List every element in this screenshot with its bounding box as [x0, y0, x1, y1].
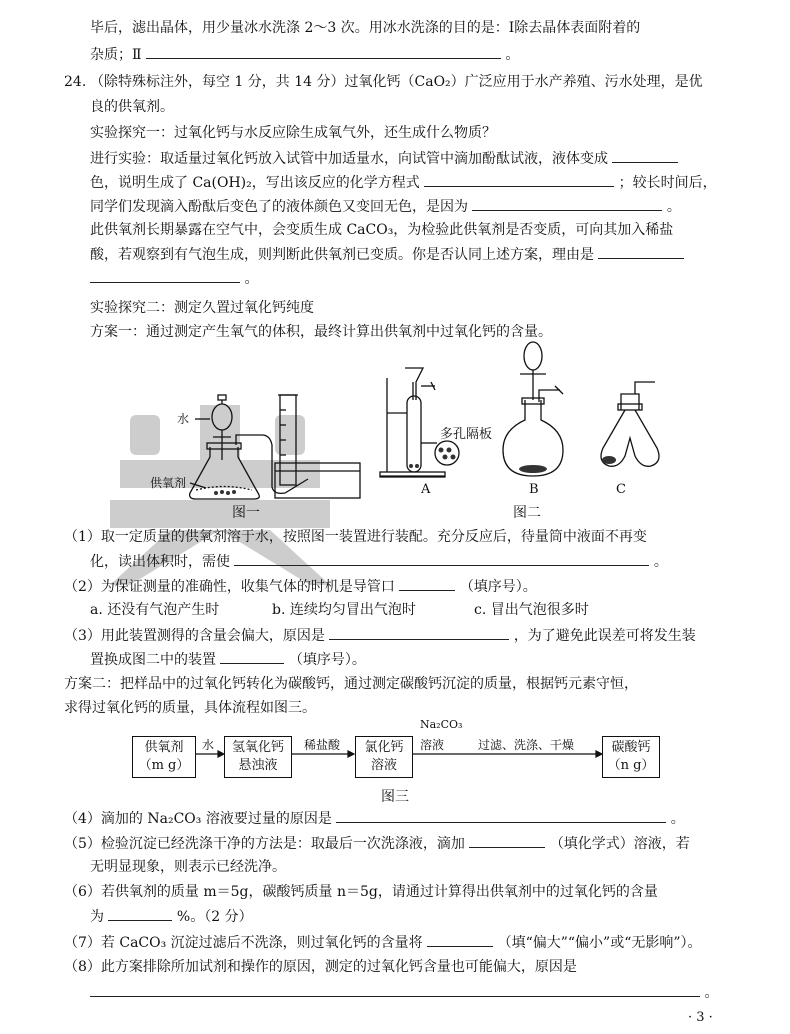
subq-text: 置换成图二中的装置: [90, 652, 216, 668]
label-apparatus-b: B: [529, 482, 539, 497]
carryover-text: 杂质；Ⅱ: [90, 47, 142, 63]
label-water: 水: [177, 412, 190, 426]
subq-2-option-c: c. 冒出气泡很多时: [474, 602, 589, 618]
label-oxygen-agent: 供氧剂: [150, 476, 187, 490]
figure-1-apparatus: [150, 375, 370, 525]
subq-3-line-2: [90, 649, 366, 670]
exp1-line-2: [90, 172, 717, 193]
subq-text: （填序号）。: [288, 652, 366, 668]
subq-text: （7）若 CaCO₃ 沉淀过滤后不洗涤，则过氧化钙的含量将: [64, 935, 423, 951]
flow-box-text: 悬浊液: [238, 758, 278, 773]
subq-2-option-b: b. 连续均匀冒出气泡时: [272, 602, 416, 618]
subq-text: ，为了避免此误差可将发生装: [513, 628, 696, 644]
flow-box-calcium-carbonate: [602, 736, 660, 778]
exp1-text: 色，说明生成了 Ca(OH)₂，写出该反应的化学方程式: [90, 175, 420, 191]
period: 。: [244, 271, 259, 287]
period: 。: [505, 47, 520, 63]
subq-8-line-2: [90, 982, 718, 1003]
subq-2-line-1: [64, 576, 537, 597]
exp1-line-4: 此供氧剂长期暴露在空气中，会变质生成 CaCO₃，为检验此供氧剂是否变质，可向其加入稀盐: [90, 222, 674, 238]
flow-box-text: 供氧剂: [144, 740, 184, 755]
q24-heading-2: 良的供氧剂。: [90, 99, 174, 115]
plan-2-line-2: 求得过氧化钙的质量，具体流程如图三。: [64, 700, 316, 716]
subq-text: （5）检验沉淀已经洗涤干净的方法是：取最后一次洗涤液，滴加: [64, 836, 465, 852]
label-apparatus-c: C: [616, 482, 626, 497]
figure-1-caption: 图一: [232, 505, 260, 521]
answer-blank[interactable]: [598, 244, 684, 259]
figure-2-caption: 图二: [513, 505, 541, 521]
carryover-line-2: [90, 44, 519, 65]
exp1-text: 进行实验：取适量过氧化钙放入试管中加适量水，向试管中滴加酚酞试液，液体变成: [90, 151, 608, 167]
flow-box-oxygen-agent: [132, 736, 196, 778]
carryover-line-1: 毕后，滤出晶体，用少量冰水洗涤 2～3 次。用冰水洗涤的目的是：Ⅰ除去晶体表面附着的: [90, 20, 641, 36]
subq-5-line-1: [64, 833, 690, 854]
answer-blank[interactable]: [427, 932, 493, 947]
answer-blank[interactable]: [146, 44, 501, 59]
subq-1-line-2: [90, 551, 668, 572]
subq-text: （填化学式）溶液，若: [549, 836, 690, 852]
answer-blank[interactable]: [469, 833, 545, 848]
subq-3-line-1: [64, 625, 696, 646]
period: 。: [670, 811, 685, 827]
answer-blank[interactable]: [472, 196, 662, 211]
subq-text: （填“偏大”“偏小”或“无影响”）。: [497, 935, 702, 951]
subq-text: （填序号）。: [459, 579, 537, 595]
answer-blank[interactable]: [234, 551, 649, 566]
flow-arrow-label-solution: 溶液: [420, 738, 445, 752]
page-number: · 3 ·: [688, 1010, 713, 1025]
answer-blank[interactable]: [612, 148, 678, 163]
subq-6-line-1: （6）若供氧剂的质量 m＝5g，碳酸钙质量 n＝5g，请通过计算得出供氧剂中的过氧化钙的含量: [64, 884, 658, 900]
subq-8-line-1: （8）此方案排除所加试剂和操作的原因，测定的过氧化钙含量也可能偏大，原因是: [64, 959, 577, 975]
exp1-text: 酸，若观察到有气泡生成，则判断此供氧剂已变质。你是否认同上述方案，理由是: [90, 247, 594, 263]
answer-blank[interactable]: [90, 268, 240, 283]
exp1-text: 同学们发现滴入酚酞后变色了的液体颜色又变回无色，是因为: [90, 199, 468, 215]
exp1-line-1: [90, 148, 678, 169]
subq-text: （4）滴加的 Na₂CO₃ 溶液要过量的原因是: [64, 811, 332, 827]
subq-text: 化，读出体积时，需使: [90, 554, 230, 570]
period: 。: [666, 199, 681, 215]
flow-arrow-label-water: 水: [202, 738, 215, 752]
plan-2-line-1: 方案二：把样品中的过氧化钙转化为碳酸钙，通过测定碳酸钙沉淀的质量，根据钙元素守恒，: [64, 676, 638, 692]
subq-7: [64, 932, 702, 953]
flow-box-text: 碳酸钙: [611, 740, 651, 755]
answer-blank[interactable]: [329, 625, 509, 640]
flow-box-text: （m g）: [138, 758, 190, 773]
subq-text: （2）为保证测量的准确性，收集气体的时机是导管口: [64, 579, 395, 595]
period: 。: [704, 985, 719, 1001]
flow-box-text: 氢氧化钙: [231, 740, 284, 755]
flow-box-text: 氯化钙: [364, 740, 404, 755]
flow-arrow-label-filter: 过滤、洗涤、干燥: [478, 738, 575, 752]
subq-6-line-2: [90, 906, 253, 927]
exp1-line-5: [90, 244, 684, 265]
plan-1: 方案一：通过测定产生氧气的体积，最终计算出供氧剂中过氧化钙的含量。: [90, 324, 552, 340]
exp1-line-3: [90, 196, 681, 217]
label-apparatus-a: A: [421, 482, 431, 497]
answer-blank[interactable]: [336, 808, 666, 823]
q24-number: 24.: [64, 74, 87, 90]
subq-1-line-1: （1）取一定质量的供氧剂溶于水，按照图一装置进行装配。充分反应后，待量筒中液面不再变: [64, 529, 647, 545]
exp2-title: 实验探究二：测定久置过氧化钙纯度: [90, 300, 314, 316]
answer-blank[interactable]: [399, 576, 455, 591]
exp1-title: 实验探究一：过氧化钙与水反应除生成氧气外，还生成什么物质？: [90, 125, 496, 141]
subq-text: 为: [90, 909, 104, 925]
answer-blank[interactable]: [424, 172, 614, 187]
flow-box-text: （n g）: [607, 758, 655, 773]
answer-blank[interactable]: [220, 649, 284, 664]
exp1-line-6: [90, 268, 258, 289]
subq-text: %。（2 分）: [176, 909, 253, 925]
figure-3-caption: 图三: [381, 789, 409, 805]
subq-text: （3）用此装置测得的含量会偏大，原因是: [64, 628, 325, 644]
flow-arrow-label-hcl: 稀盐酸: [304, 738, 341, 752]
subq-4: [64, 808, 685, 829]
figure-2-apparatus: [375, 338, 675, 498]
exp1-text: ；较长时间后，: [618, 175, 717, 191]
flow-arrow-label-na2co3: Na₂CO₃: [420, 718, 463, 731]
flow-box-text: 溶液: [370, 758, 397, 773]
label-porous-plate: 多孔隔板: [440, 427, 493, 442]
answer-blank[interactable]: [108, 906, 172, 921]
q24-heading-1: （除特殊标注外，每空 1 分，共 14 分）过氧化钙（CaO₂）广泛应用于水产养殖、污水处理，是优: [90, 74, 703, 90]
subq-2-option-a: a. 还没有气泡产生时: [90, 602, 220, 618]
period: 。: [653, 554, 668, 570]
answer-blank[interactable]: [90, 982, 700, 997]
subq-5-line-2: 无明显现象，则表示已经洗净。: [90, 859, 286, 875]
